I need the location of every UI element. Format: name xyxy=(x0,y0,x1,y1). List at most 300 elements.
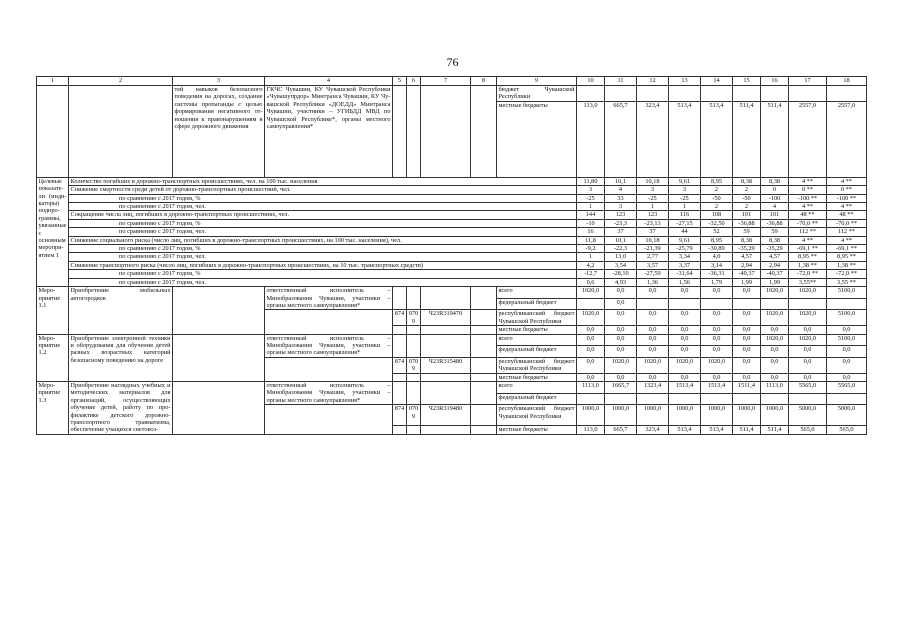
code-cell xyxy=(407,334,421,357)
indicator-value: -36,31 xyxy=(701,270,733,278)
indicator-value: -9,2 xyxy=(577,245,605,253)
value-cell: 1020,0 xyxy=(789,287,827,299)
header-cell: 7 xyxy=(421,77,471,86)
value-cell: 0,0 xyxy=(605,298,637,310)
budget-code: 874 xyxy=(393,357,407,373)
value-cell: 2557,0 xyxy=(827,101,867,177)
indicator-name: Снижение транспортного риска (число лиц, погибших в дорожно-транспортных происшествиях, на 10 тыс. транспортных средств) xyxy=(69,261,577,269)
value-cell xyxy=(669,393,701,405)
indicator-row xyxy=(37,203,867,211)
value-cell: 0,0 xyxy=(637,334,669,346)
indicator-value: 4 ** xyxy=(827,236,867,244)
value-cell xyxy=(669,86,701,102)
value-cell: 0,0 xyxy=(605,346,637,358)
value-cell: 565,0 xyxy=(827,426,867,434)
value-cell: 323,4 xyxy=(637,426,669,434)
value-cell: 0,0 xyxy=(605,334,637,346)
value-cell xyxy=(605,86,637,102)
header-cell: 8 xyxy=(471,77,497,86)
measure-label: Мероприятие 1.1 xyxy=(37,287,69,334)
indicator-row xyxy=(37,245,867,253)
value-cell: 0,0 xyxy=(605,373,637,381)
indicator-value: -25 xyxy=(637,194,669,202)
indicator-name: Количество погибших в дорожно-транспортных происшествиях, чел. на 100 тыс. населения xyxy=(69,177,577,185)
indicator-row xyxy=(37,186,867,194)
value-cell: 5565,0 xyxy=(827,381,867,393)
indicator-value: 2 xyxy=(733,186,761,194)
indicator-value: 3,34 xyxy=(669,253,701,261)
indicators-label: Целевые показатели (индикаторы) подпрограммы, увязанные с основным мероприятием 1 xyxy=(37,177,69,286)
indicator-value: 0,6 xyxy=(577,278,605,286)
indicator-value: 3 xyxy=(669,186,701,194)
indicator-value: 112 ** xyxy=(789,228,827,236)
code-cell xyxy=(471,326,497,334)
indicator-value: 10,1 xyxy=(605,236,637,244)
indicator-value: 48 ** xyxy=(789,211,827,219)
measure-name: Приобретение наглядных учебных и методических материалов для организаций, осуществляющих обучение детей, работу по профилактике детского дорожно-транспортного травматизма, обеспечение учащихся световоз- xyxy=(70,381,171,434)
value-cell: 0,0 xyxy=(669,373,701,381)
measure-row xyxy=(37,381,867,393)
value-cell: 5000,0 xyxy=(789,405,827,426)
responsible-executor: ответственный исполнитель – Минобразования Чувашии, участники – органы местного самоуправления* xyxy=(266,287,391,309)
section-code: 0709 xyxy=(407,310,421,326)
value-cell xyxy=(577,393,605,405)
funding-source: всего xyxy=(497,334,577,346)
indicator-value: 10,18 xyxy=(637,177,669,185)
indicator-value: 1,99 xyxy=(761,278,789,286)
value-cell xyxy=(637,298,669,310)
expense-type-code xyxy=(471,357,497,373)
indicator-value: -21,39 xyxy=(637,245,669,253)
header-cell: 6 xyxy=(407,77,421,86)
value-cell: 1020,0 xyxy=(605,357,637,373)
value-cell xyxy=(577,298,605,310)
funding-source: федеральный бюджет xyxy=(497,346,577,358)
value-cell xyxy=(701,86,733,102)
value-cell: 0,0 xyxy=(733,357,761,373)
value-cell: 0,0 xyxy=(701,310,733,326)
indicator-value: -10 xyxy=(577,219,605,227)
header-cell: 18 xyxy=(827,77,867,86)
value-cell xyxy=(761,298,789,310)
value-cell: 0,0 xyxy=(637,287,669,299)
header-cell: 16 xyxy=(761,77,789,86)
value-cell: 1000,0 xyxy=(761,405,789,426)
code-cell xyxy=(407,287,421,310)
indicator-value: 8,38 xyxy=(733,236,761,244)
section-code: 0709 xyxy=(407,405,421,426)
indicator-value: -25 xyxy=(577,194,605,202)
code-cell xyxy=(393,287,407,310)
indicator-value: -31,64 xyxy=(669,270,701,278)
value-cell: 0,0 xyxy=(577,373,605,381)
indicator-value: -50 xyxy=(733,194,761,202)
indicator-row xyxy=(37,177,867,185)
funding-source: местные бюджеты xyxy=(497,373,577,381)
value-cell: 0,0 xyxy=(577,357,605,373)
indicator-value: 4,2 xyxy=(577,261,605,269)
indicator-value: 4,57 xyxy=(733,253,761,261)
funding-source: республиканский бюджет Чувашской Республики xyxy=(498,357,575,373)
indicator-name: по сравнению с 2017 годом, % xyxy=(69,194,577,202)
indicator-value: 1 xyxy=(637,203,669,211)
indicator-row xyxy=(37,228,867,236)
indicator-value: -40,37 xyxy=(733,270,761,278)
value-cell xyxy=(827,393,867,405)
value-cell xyxy=(605,393,637,405)
value-cell xyxy=(761,393,789,405)
indicator-value: 8,38 xyxy=(733,177,761,185)
value-cell: 0,0 xyxy=(789,357,827,373)
empty-cell xyxy=(265,357,393,381)
value-cell: 0,0 xyxy=(701,373,733,381)
indicator-value: -35,29 xyxy=(761,245,789,253)
value-cell: 1513,4 xyxy=(669,381,701,393)
value-cell: 0,0 xyxy=(761,373,789,381)
indicator-value: -22,3 xyxy=(605,245,637,253)
measure-name: Приобретение мобильных автогородков xyxy=(69,287,173,334)
value-cell xyxy=(701,298,733,310)
header-cell: 2 xyxy=(69,77,173,86)
value-cell: 323,4 xyxy=(637,101,669,177)
code-cell xyxy=(421,86,471,178)
measure-description: тей навыков безопасного поведения на дорогах, создание системы пропаганды с целью формирования негативного отношения к правонарушениям в сфере дорожного движения xyxy=(173,86,265,178)
funding-source: республиканский бюджет Чувашской Республики xyxy=(497,405,577,426)
header-cell: 10 xyxy=(577,77,605,86)
indicator-value: 52 xyxy=(701,228,733,236)
value-cell: 0,0 xyxy=(761,357,789,373)
funding-source: республиканский бюджет Чувашской Республики xyxy=(498,310,575,325)
indicator-name: по сравнению с 2017 годом, чел. xyxy=(69,253,577,261)
value-cell: 1000,0 xyxy=(669,405,701,426)
indicator-value: 59 xyxy=(733,228,761,236)
header-cell: 12 xyxy=(637,77,669,86)
code-cell xyxy=(407,86,421,178)
funding-source: федеральный бюджет xyxy=(497,393,577,405)
code-cell xyxy=(471,334,497,357)
indicator-value: 10,1 xyxy=(605,177,637,185)
value-cell xyxy=(637,86,669,102)
header-cell: 1 xyxy=(37,77,69,86)
indicator-value: 1,56 xyxy=(669,278,701,286)
code-cell xyxy=(393,373,407,381)
indicator-value: 8,38 xyxy=(761,177,789,185)
empty-cell xyxy=(37,86,69,178)
indicator-value: 4 ** xyxy=(827,203,867,211)
indicator-value: 3,55 ** xyxy=(827,278,867,286)
indicator-value: -100 ** xyxy=(827,194,867,202)
indicator-value: -25 xyxy=(669,194,701,202)
code-cell xyxy=(471,287,497,310)
value-cell: 0,0 xyxy=(577,334,605,346)
value-cell: 0,0 xyxy=(669,334,701,346)
indicator-value: -100 ** xyxy=(789,194,827,202)
value-cell xyxy=(789,86,827,102)
target-code: Ч23R315480 xyxy=(421,357,471,373)
indicator-row xyxy=(37,211,867,219)
value-cell xyxy=(733,86,761,102)
indicator-row xyxy=(37,236,867,244)
indicator-value: 1,79 xyxy=(701,278,733,286)
value-cell xyxy=(789,393,827,405)
empty-cell xyxy=(173,381,265,434)
indicator-value: 4 ** xyxy=(789,177,827,185)
indicator-value: 1 xyxy=(577,203,605,211)
indicator-value: 16 xyxy=(577,228,605,236)
funding-source: местные бюджеты xyxy=(497,101,577,177)
value-cell: 1513,4 xyxy=(701,381,733,393)
value-cell: 513,4 xyxy=(701,426,733,434)
indicator-value: 3,57 xyxy=(637,261,669,269)
indicator-value: 2 xyxy=(701,186,733,194)
indicator-value: 11,80 xyxy=(577,177,605,185)
value-cell: 0,0 xyxy=(733,326,761,334)
value-cell xyxy=(669,298,701,310)
empty-cell xyxy=(173,334,265,381)
funding-source: всего xyxy=(497,287,577,299)
indicator-value: 3 xyxy=(577,186,605,194)
indicator-value: 3,37 xyxy=(669,261,701,269)
indicator-value: 1 xyxy=(669,203,701,211)
indicator-name: по сравнению с 2017 годом, чел. xyxy=(69,203,577,211)
value-cell: 513,4 xyxy=(701,101,733,177)
indicator-value: -32,50 xyxy=(701,219,733,227)
code-cell xyxy=(471,373,497,381)
indicator-value: 101 xyxy=(761,211,789,219)
value-cell: 0,0 xyxy=(701,326,733,334)
indicator-value: -35,29 xyxy=(733,245,761,253)
value-cell: 0,0 xyxy=(827,326,867,334)
value-cell: 1020,0 xyxy=(761,310,789,326)
indicator-value: 4 ** xyxy=(789,203,827,211)
value-cell xyxy=(733,393,761,405)
value-cell: 1000,0 xyxy=(577,405,605,426)
value-cell: 0,0 xyxy=(577,326,605,334)
code-cell xyxy=(393,381,407,404)
indicator-value: 13,0 xyxy=(605,253,637,261)
value-cell: 1020,0 xyxy=(761,287,789,299)
indicator-value: 2,94 xyxy=(761,261,789,269)
value-cell: 0,0 xyxy=(701,334,733,346)
indicator-value: 3,54 xyxy=(605,261,637,269)
measure-row xyxy=(37,287,867,299)
value-cell: 511,4 xyxy=(733,101,761,177)
value-cell: 0,0 xyxy=(789,326,827,334)
indicator-value: 1,38 ** xyxy=(789,261,827,269)
value-cell: 1020,0 xyxy=(789,310,827,326)
header-cell: 4 xyxy=(265,77,393,86)
indicator-value: -69,1 ** xyxy=(789,245,827,253)
empty-cell xyxy=(69,86,173,178)
code-cell xyxy=(421,326,471,334)
code-cell xyxy=(407,373,421,381)
value-cell: 665,7 xyxy=(605,426,637,434)
value-cell: 1113,0 xyxy=(761,381,789,393)
value-cell: 1020,0 xyxy=(669,357,701,373)
value-cell: 0,0 xyxy=(669,346,701,358)
value-cell: 0,0 xyxy=(733,373,761,381)
indicator-value: 1,38 ** xyxy=(827,261,867,269)
value-cell: 0,0 xyxy=(605,287,637,299)
indicator-value: -69,1 ** xyxy=(827,245,867,253)
code-cell xyxy=(421,426,471,434)
funding-source: всего xyxy=(497,381,577,393)
indicator-value: -72,0 ** xyxy=(827,270,867,278)
value-cell: 0,0 xyxy=(637,373,669,381)
code-cell xyxy=(393,334,407,357)
target-code: Ч23R319480 xyxy=(421,405,471,426)
value-cell: 113,0 xyxy=(577,426,605,434)
indicator-value: -100 xyxy=(761,194,789,202)
indicator-value: -25,79 xyxy=(669,245,701,253)
value-cell: 1020,0 xyxy=(577,310,605,326)
measure-row xyxy=(37,334,867,346)
value-cell: 0,0 xyxy=(733,287,761,299)
indicator-value: 11,8 xyxy=(577,236,605,244)
value-cell: 1000,0 xyxy=(605,405,637,426)
value-cell: 665,7 xyxy=(605,101,637,177)
value-cell: 1323,4 xyxy=(637,381,669,393)
expense-type-code xyxy=(471,310,497,326)
code-cell xyxy=(421,373,471,381)
value-cell: 1113,0 xyxy=(577,381,605,393)
indicator-row xyxy=(37,278,867,286)
value-cell: 0,0 xyxy=(761,326,789,334)
indicator-row xyxy=(37,253,867,261)
value-cell: 0,0 xyxy=(605,326,637,334)
funding-source: бюджет Чувашской Республики xyxy=(498,86,575,101)
value-cell: 5000,0 xyxy=(827,405,867,426)
code-cell xyxy=(421,381,471,404)
header-cell: 17 xyxy=(789,77,827,86)
indicator-value: 33 xyxy=(605,194,637,202)
funding-source: федеральный бюджет xyxy=(497,298,577,310)
code-cell xyxy=(407,326,421,334)
indicator-value: 8,95 ** xyxy=(827,253,867,261)
value-cell xyxy=(827,86,867,102)
measure-name: Приобретение электронной техники и оборудования для обучения детей разных возрастных категорий безопасному поведению на дороге xyxy=(69,334,173,381)
indicator-row xyxy=(37,194,867,202)
indicator-value: 2,94 xyxy=(733,261,761,269)
header-cell: 5 xyxy=(393,77,407,86)
section-code: 0709 xyxy=(407,357,421,373)
indicator-value: 112 ** xyxy=(827,228,867,236)
value-cell: 0,0 xyxy=(637,326,669,334)
value-cell: 0,0 xyxy=(669,287,701,299)
value-cell: 0,0 xyxy=(605,310,637,326)
value-cell: 0,0 xyxy=(789,346,827,358)
indicator-value: 1,36 xyxy=(637,278,669,286)
funding-source: местные бюджеты xyxy=(497,426,577,434)
indicator-value: 1,99 xyxy=(733,278,761,286)
code-cell xyxy=(421,334,471,357)
value-cell: 1020,0 xyxy=(789,334,827,346)
indicator-value: 48 ** xyxy=(827,211,867,219)
indicator-value: 9,61 xyxy=(669,177,701,185)
value-cell xyxy=(761,86,789,102)
indicator-value: 0 ** xyxy=(789,186,827,194)
indicator-value: -23,3 xyxy=(605,219,637,227)
funding-source: местные бюджеты xyxy=(497,326,577,334)
indicator-value: 3,14 xyxy=(701,261,733,269)
value-cell: 0,0 xyxy=(827,373,867,381)
indicator-value: 2 xyxy=(733,203,761,211)
indicator-value: -30,89 xyxy=(701,245,733,253)
indicator-value: 37 xyxy=(605,228,637,236)
indicator-value: 2,77 xyxy=(637,253,669,261)
value-cell: 511,4 xyxy=(761,101,789,177)
value-cell: 2557,0 xyxy=(789,101,827,177)
indicator-value: -70,0 ** xyxy=(827,219,867,227)
value-cell xyxy=(637,393,669,405)
indicator-value: 9,61 xyxy=(669,236,701,244)
value-cell: 0,0 xyxy=(701,346,733,358)
indicator-name: по сравнению с 2017 годом, чел. xyxy=(69,228,577,236)
indicator-value: 116 xyxy=(669,211,701,219)
value-cell: 0,0 xyxy=(827,346,867,358)
indicator-value: -40,37 xyxy=(761,270,789,278)
indicator-value: -12,7 xyxy=(577,270,605,278)
indicator-value: -50 xyxy=(701,194,733,202)
indicator-value: -27,15 xyxy=(669,219,701,227)
value-cell: 1511,4 xyxy=(733,381,761,393)
budget-table xyxy=(36,76,867,435)
indicator-name: по сравнению с 2017 годом, % xyxy=(69,270,577,278)
empty-cell xyxy=(173,287,265,334)
indicator-name: Сокращение числа лиц, погибших в дорожно-транспортных происшествиях, чел. xyxy=(69,211,577,219)
value-cell: 0,0 xyxy=(789,373,827,381)
value-cell xyxy=(789,298,827,310)
target-code: Ч23R319470 xyxy=(421,310,471,326)
indicator-value: 3,55** xyxy=(789,278,827,286)
value-cell: 0,0 xyxy=(733,310,761,326)
value-cell: 0,0 xyxy=(733,346,761,358)
indicator-value: 0 xyxy=(761,186,789,194)
value-cell xyxy=(577,86,605,102)
indicator-value: 108 xyxy=(701,211,733,219)
value-cell: 1020,0 xyxy=(577,287,605,299)
indicator-value: 4 ** xyxy=(827,177,867,185)
value-cell: 5100,0 xyxy=(827,310,867,326)
value-cell: 5100,0 xyxy=(827,334,867,346)
indicator-value: 37 xyxy=(637,228,669,236)
value-cell xyxy=(827,298,867,310)
value-cell: 5565,0 xyxy=(789,381,827,393)
responsible-executor: ответственный исполнитель – Минобразования Чувашии, участники – органы местного самоуправления* xyxy=(266,381,391,404)
value-cell: 565,0 xyxy=(789,426,827,434)
code-cell xyxy=(393,86,407,178)
indicator-value: 1 xyxy=(577,253,605,261)
value-cell: 0,0 xyxy=(669,310,701,326)
empty-cell xyxy=(265,405,393,435)
value-cell: 0,0 xyxy=(733,334,761,346)
empty-cell xyxy=(265,310,393,334)
value-cell: 0,0 xyxy=(761,346,789,358)
value-cell: 1000,0 xyxy=(733,405,761,426)
value-cell: 0,0 xyxy=(577,346,605,358)
value-cell: 5100,0 xyxy=(827,287,867,299)
responsible-executor: ГКЧС Чувашии, КУ Чувашской Республики «Чувашупрдор» Минтранса Чувашии, КУ Чувашской Республики «ДОЕДД» Минтранса Чувашии, участники – УГИБДД МВД по Чувашской Республике*, органы местного самоуправления* xyxy=(265,86,393,178)
indicator-name: Снижение социального риска (число лиц, погибших в дорожно-транспортных происшествиях, на 100 тыс. населения), чел. xyxy=(69,236,577,244)
value-cell: 0,0 xyxy=(827,357,867,373)
code-cell xyxy=(471,381,497,404)
indicator-value: 8,38 xyxy=(761,236,789,244)
indicator-value: -36,88 xyxy=(733,219,761,227)
indicator-value: 44 xyxy=(669,228,701,236)
indicator-value: 8,95 xyxy=(701,236,733,244)
code-cell xyxy=(471,86,497,178)
header-cell: 14 xyxy=(701,77,733,86)
